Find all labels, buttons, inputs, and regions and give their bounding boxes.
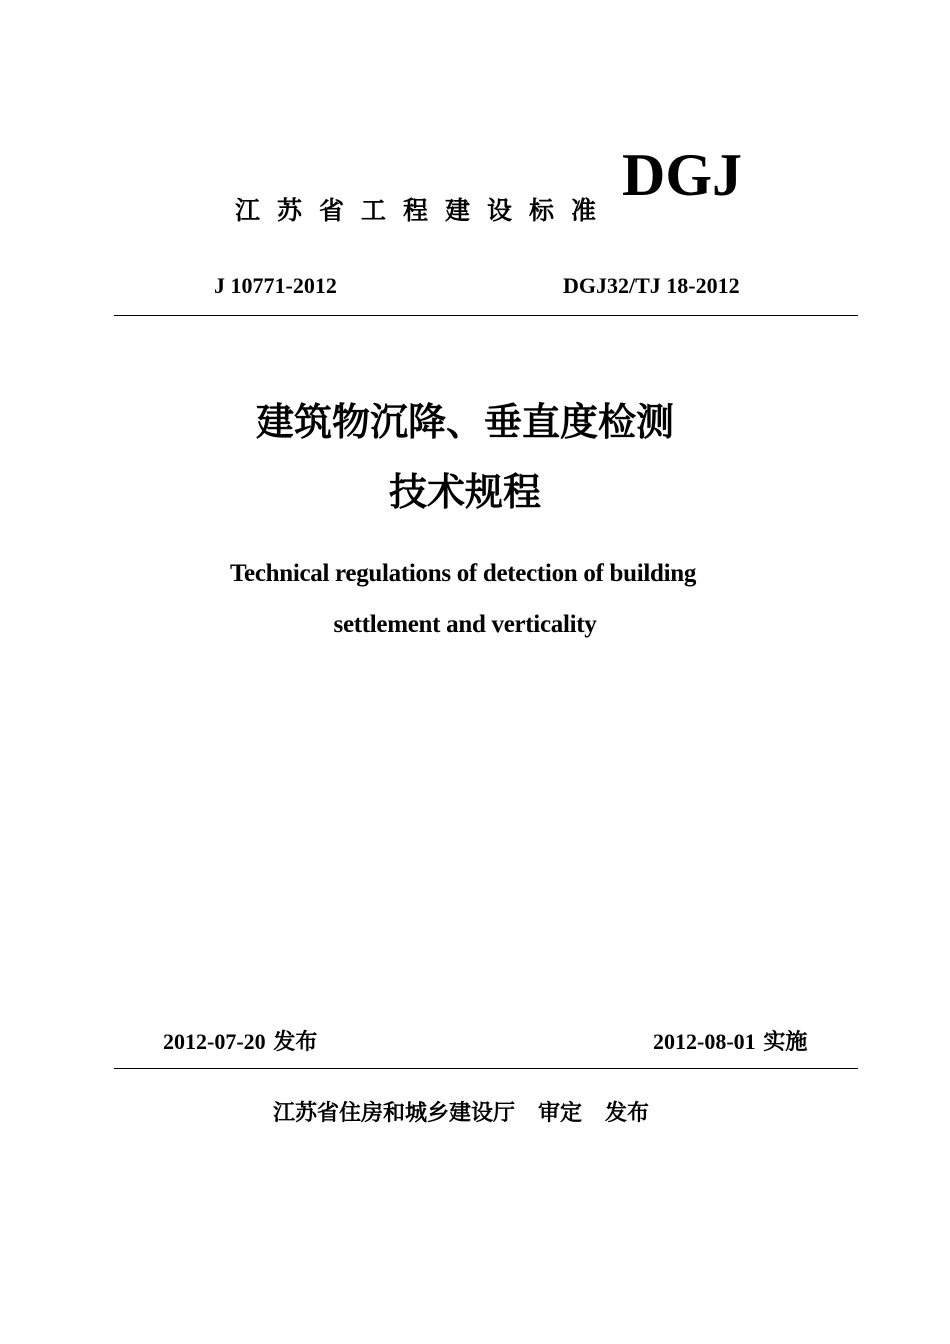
- effective-date: 2012-08-01: [653, 1029, 756, 1054]
- title-chinese-line-1: 建筑物沉降、垂直度检测: [255, 400, 674, 444]
- title-english-line-1: Technical regulations of detection of building: [229, 560, 697, 587]
- standard-mark: DGJ: [622, 142, 742, 208]
- approve-label: 审定: [537, 1101, 582, 1126]
- top-divider: [114, 315, 858, 316]
- issuer-organization: 江苏省住房和城乡建设厅: [272, 1101, 515, 1126]
- title-chinese-line-2: 技术规程: [388, 470, 541, 514]
- bottom-divider: [114, 1068, 858, 1069]
- publish-date-block: [163, 1026, 317, 1059]
- standard-category-label: 江苏省工程建设标准: [235, 196, 614, 225]
- issuer-line: [0, 1098, 950, 1130]
- issue-label: 发布: [604, 1101, 649, 1126]
- publish-label: 发布: [273, 1030, 318, 1055]
- standard-number: DGJ32/TJ 18-2012: [563, 273, 740, 298]
- effective-label: 实施: [763, 1030, 808, 1055]
- title-english-line-2: settlement and verticality: [333, 611, 597, 638]
- publish-date: 2012-07-20: [163, 1029, 266, 1054]
- national-record-number: J 10771-2012: [214, 273, 337, 298]
- effective-date-block: [653, 1026, 807, 1059]
